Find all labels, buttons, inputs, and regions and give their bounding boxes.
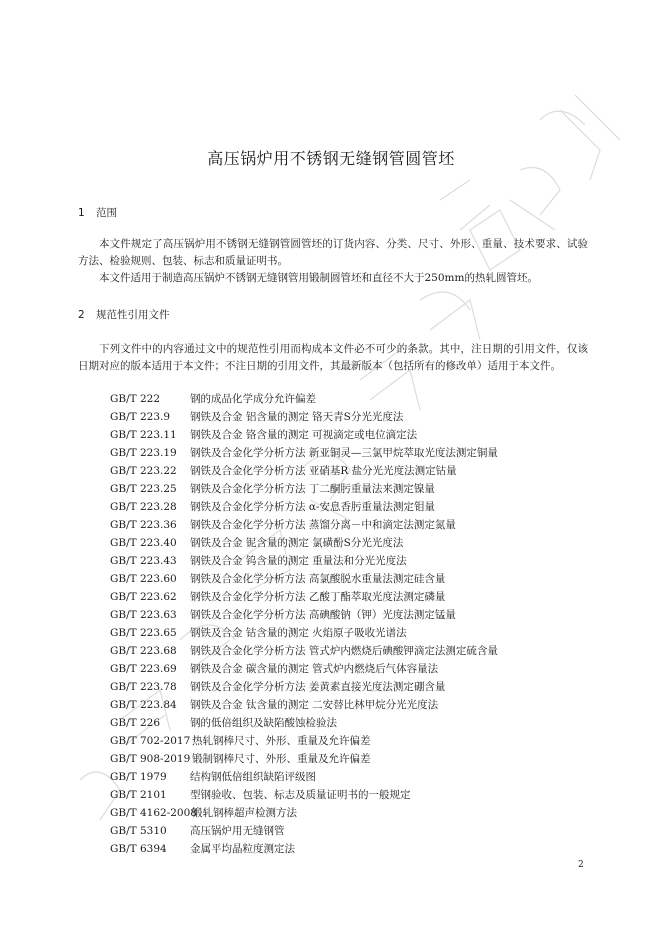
reference-item	[110, 714, 498, 732]
reference-item	[110, 642, 498, 660]
reference-title: 钢铁及合金化学分析方法 蒸馏分离－中和滴定法测定氮量	[190, 519, 456, 531]
section-2-heading	[78, 307, 170, 322]
reference-item	[110, 534, 498, 552]
reference-item	[110, 822, 498, 840]
reference-title: 锻轧钢棒超声检测方法	[192, 807, 297, 819]
reference-code: GB/T 223.11	[110, 429, 177, 441]
reference-title: 钢铁及合金化学分析方法 乙酸丁酯萃取光度法测定磷量	[190, 591, 446, 603]
reference-code: GB/T 223.25	[110, 483, 177, 495]
reference-code: GB/T 222	[110, 393, 161, 405]
reference-item	[110, 732, 498, 750]
reference-item	[110, 408, 498, 426]
reference-title: 钢铁及合金 铌含量的测定 氯磺酚S分光光度法	[190, 537, 404, 549]
reference-item	[110, 606, 498, 624]
reference-code: GB/T 223.84	[110, 699, 177, 711]
reference-code: GB/T 1979	[110, 771, 167, 783]
reference-item	[110, 750, 498, 768]
reference-code: GB/T 223.68	[110, 645, 177, 657]
reference-item	[110, 768, 498, 786]
reference-title: 钢铁及合金化学分析方法 亚硝基R 盐分光光度法测定钴量	[190, 465, 457, 477]
reference-item	[110, 390, 498, 408]
reference-code: GB/T 223.36	[110, 519, 177, 531]
reference-item	[110, 480, 498, 498]
reference-code: GB/T 908-2019	[110, 753, 191, 765]
reference-code: GB/T 223.40	[110, 537, 177, 549]
reference-title: 钢铁及合金化学分析方法 α-安息香肟重量法测定钼量	[190, 501, 435, 513]
reference-code: GB/T 6394	[110, 843, 167, 855]
page-number: 2	[578, 860, 584, 870]
reference-code: GB/T 5310	[110, 825, 167, 837]
reference-list	[110, 390, 498, 858]
reference-title: 钢铁及合金化学分析方法 新亚铜灵—三氯甲烷萃取光度法测定铜量	[190, 447, 498, 459]
reference-item	[110, 678, 498, 696]
reference-code: GB/T 226	[110, 717, 161, 729]
reference-code: GB/T 223.28	[110, 501, 177, 513]
reference-code: GB/T 223.62	[110, 591, 177, 603]
section-1-paragraph-2: 本文件适用于制造高压锅炉不锈钢无缝钢管用锻制圆管坯和直径不大于250mm的热轧圆管坯。	[99, 272, 538, 284]
reference-item	[110, 588, 498, 606]
reference-title: 钢铁及合金 钴含量的测定 火焰原子吸收光谱法	[190, 627, 407, 639]
reference-title: 钢铁及合金 钨含量的测定 重量法和分光光度法	[190, 555, 407, 567]
section-1-heading	[78, 205, 117, 220]
reference-code: GB/T 223.19	[110, 447, 177, 459]
reference-code: GB/T 223.63	[110, 609, 177, 621]
document-title: 高压锅炉用不锈钢无缝钢管圆管坯	[207, 149, 455, 168]
reference-code: GB/T 223.69	[110, 663, 177, 675]
reference-title: 金属平均晶粒度测定法	[190, 843, 295, 855]
reference-item	[110, 624, 498, 642]
reference-item	[110, 570, 498, 588]
reference-title: 钢铁及合金 钛含量的测定 二安替比林甲烷分光光度法	[190, 699, 439, 711]
reference-title: 锻制钢棒尺寸、外形、重量及允许偏差	[192, 753, 371, 765]
reference-title: 结构钢低倍组织缺陷评级图	[190, 771, 316, 783]
section-2-number: 2	[78, 309, 85, 321]
reference-title: 钢铁及合金 铝含量的测定 铬天青S分光光度法	[190, 411, 404, 423]
reference-code: GB/T 223.22	[110, 465, 177, 477]
section-2-title: 规范性引用文件	[96, 309, 170, 321]
reference-title: 钢铁及合金化学分析方法 高氯酸脱水重量法测定硅含量	[190, 573, 446, 585]
reference-item	[110, 840, 498, 858]
section-2-paragraph-1: 下列文件中的内容通过文中的规范性引用而构成本文件必不可少的条款。其中，注日期的引用文件，仅该日期对应的版本适用于本文件；不注日期的引用文件，其最新版本（包括所有的修改单）适用于本文件。	[78, 343, 588, 372]
section-1-number: 1	[78, 207, 85, 219]
reference-code: GB/T 4162-2008	[110, 807, 197, 819]
reference-title: 钢的成品化学成分允许偏差	[190, 393, 316, 405]
reference-code: GB/T 223.65	[110, 627, 177, 639]
reference-title: 型钢验收、包装、标志及质量证明书的一般规定	[190, 789, 411, 801]
reference-item	[110, 462, 498, 480]
reference-title: 钢铁及合金化学分析方法 管式炉内燃烧后碘酸钾滴定法测定硫含量	[190, 645, 498, 657]
reference-code: GB/T 223.60	[110, 573, 177, 585]
reference-item	[110, 426, 498, 444]
reference-title: 钢的低倍组织及缺陷酸蚀检验法	[190, 717, 337, 729]
section-1-title: 范围	[96, 207, 117, 219]
reference-code: GB/T 223.9	[110, 411, 171, 423]
reference-code: GB/T 702-2017	[110, 735, 191, 747]
reference-title: 钢铁及合金 铬含量的测定 可视滴定或电位滴定法	[190, 429, 418, 441]
section-1-paragraph-1: 本文件规定了高压锅炉用不锈钢无缝钢管圆管坯的订货内容、分类、尺寸、外形、重量、技术要求、试验方法、检验规则、包装、标志和质量证明书。	[78, 238, 588, 267]
reference-item	[110, 804, 498, 822]
reference-code: GB/T 2101	[110, 789, 167, 801]
reference-title: 钢铁及合金化学分析方法 丁二酮肟重量法来测定镍量	[190, 483, 435, 495]
reference-title: 钢铁及合金化学分析方法 姜黄素直接光度法测定硼含量	[190, 681, 446, 693]
reference-code: GB/T 223.78	[110, 681, 177, 693]
reference-title: 钢铁及合金 碳含量的测定 管式炉内燃烧后气体容量法	[190, 663, 439, 675]
reference-title: 高压锅炉用无缝钢管	[190, 825, 285, 837]
reference-item	[110, 786, 498, 804]
reference-item	[110, 552, 498, 570]
reference-item	[110, 498, 498, 516]
reference-item	[110, 660, 498, 678]
reference-code: GB/T 223.43	[110, 555, 177, 567]
reference-item	[110, 696, 498, 714]
reference-title: 钢铁及合金化学分析方法 高碘酸钠（钾）光度法测定锰量	[190, 609, 456, 621]
reference-item	[110, 444, 498, 462]
reference-item	[110, 516, 498, 534]
reference-title: 热轧钢棒尺寸、外形、重量及允许偏差	[192, 735, 371, 747]
